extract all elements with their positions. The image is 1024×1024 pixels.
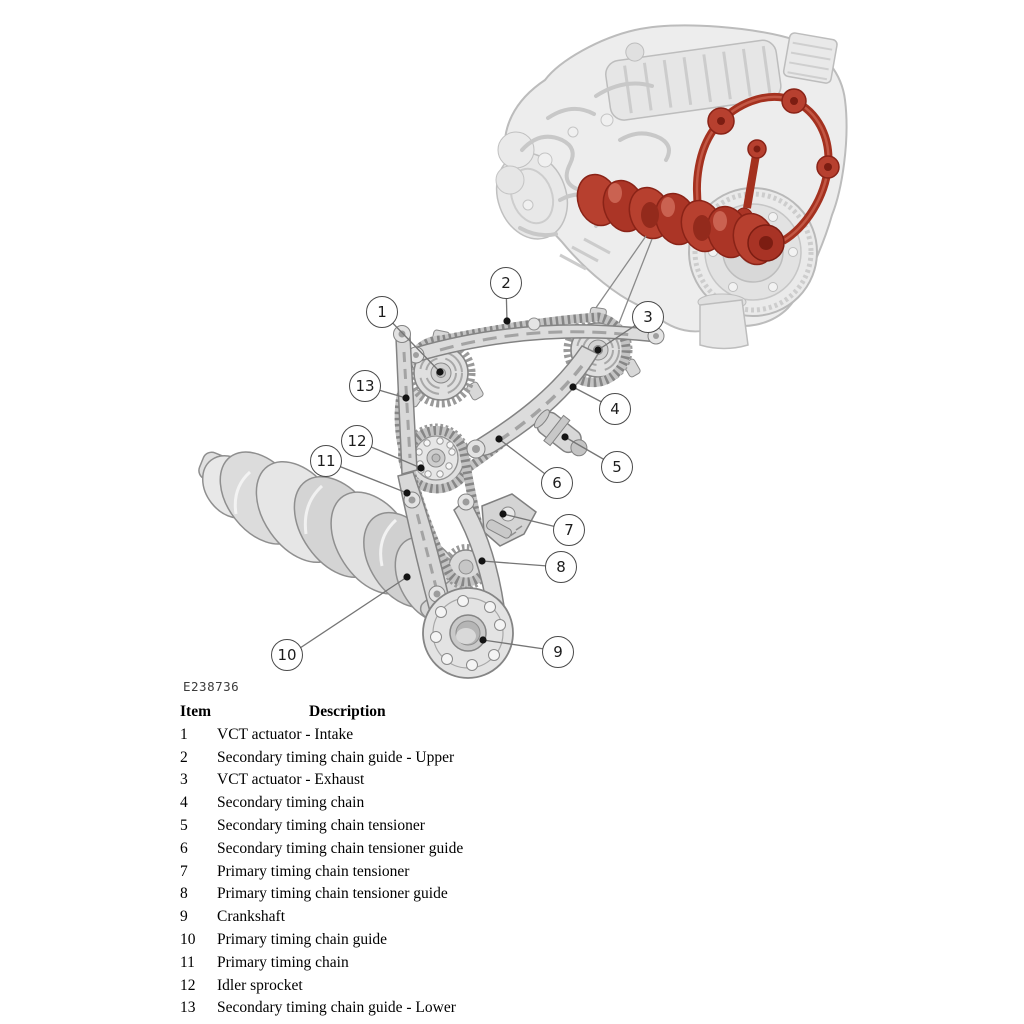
legend-row	[180, 769, 740, 792]
legend-item-number: 2	[180, 748, 188, 766]
legend-row	[180, 975, 740, 998]
callout-12: 12	[341, 425, 373, 457]
callout-10: 10	[271, 639, 303, 671]
legend-item-description: Secondary timing chain	[217, 794, 365, 812]
legend-item-number: 5	[180, 816, 188, 834]
legend-header-item: Item	[180, 703, 211, 720]
callout-5: 5	[601, 451, 633, 483]
callout-13: 13	[349, 370, 381, 402]
legend-item-description: Secondary timing chain tensioner	[217, 816, 425, 834]
legend-row	[180, 838, 740, 861]
legend-item-number: 1	[180, 725, 188, 743]
legend-item-description: Primary timing chain tensioner guide	[217, 885, 448, 903]
legend-item-description: VCT actuator - Exhaust	[217, 771, 365, 789]
legend-header	[180, 701, 740, 724]
legend-row	[180, 929, 740, 952]
legend-item-number: 9	[180, 908, 188, 926]
legend-row	[180, 861, 740, 884]
legend-item-number: 10	[180, 930, 196, 948]
legend-item-description: Secondary timing chain guide - Lower	[217, 999, 456, 1017]
legend-item-number: 13	[180, 999, 196, 1017]
legend-item-description: Secondary timing chain guide - Upper	[217, 748, 455, 766]
legend-row	[180, 747, 740, 770]
callout-8: 8	[545, 551, 577, 583]
callout-7: 7	[553, 514, 585, 546]
legend-row	[180, 906, 740, 929]
callout-9: 9	[542, 636, 574, 668]
legend-item-description: Primary timing chain guide	[217, 930, 388, 948]
crankshaft-flange	[423, 588, 513, 678]
legend-item-number: 7	[180, 862, 188, 880]
legend-item-description: Idler sprocket	[217, 976, 303, 994]
legend-item-number: 3	[180, 771, 188, 789]
legend-table	[180, 701, 740, 1020]
legend-item-description: Primary timing chain tensioner	[217, 862, 410, 880]
legend-item-number: 6	[180, 839, 188, 857]
legend-row	[180, 792, 740, 815]
legend-row	[180, 952, 740, 975]
legend-row	[180, 815, 740, 838]
legend-item-number: 11	[180, 953, 195, 971]
callout-1: 1	[366, 296, 398, 328]
legend-item-number: 4	[180, 794, 188, 812]
callout-6: 6	[541, 467, 573, 499]
legend-item-description: Crankshaft	[217, 908, 286, 926]
figure-code: E238736	[183, 679, 240, 694]
legend-row	[180, 724, 740, 747]
callout-2: 2	[490, 267, 522, 299]
legend-header-description: Description	[309, 703, 386, 720]
legend-item-description: Secondary timing chain tensioner guide	[217, 839, 464, 857]
timing-drive-detail	[191, 283, 664, 678]
legend-item-description: Primary timing chain	[217, 953, 349, 971]
callout-4: 4	[599, 393, 631, 425]
legend-item-number: 12	[180, 976, 196, 994]
callout-11: 11	[310, 445, 342, 477]
legend-item-number: 8	[180, 885, 188, 903]
legend-item-description: VCT actuator - Intake	[217, 725, 354, 743]
legend-row	[180, 883, 740, 906]
callout-3: 3	[632, 301, 664, 333]
engine-overview-illustration	[485, 24, 847, 349]
legend-row	[180, 997, 740, 1020]
